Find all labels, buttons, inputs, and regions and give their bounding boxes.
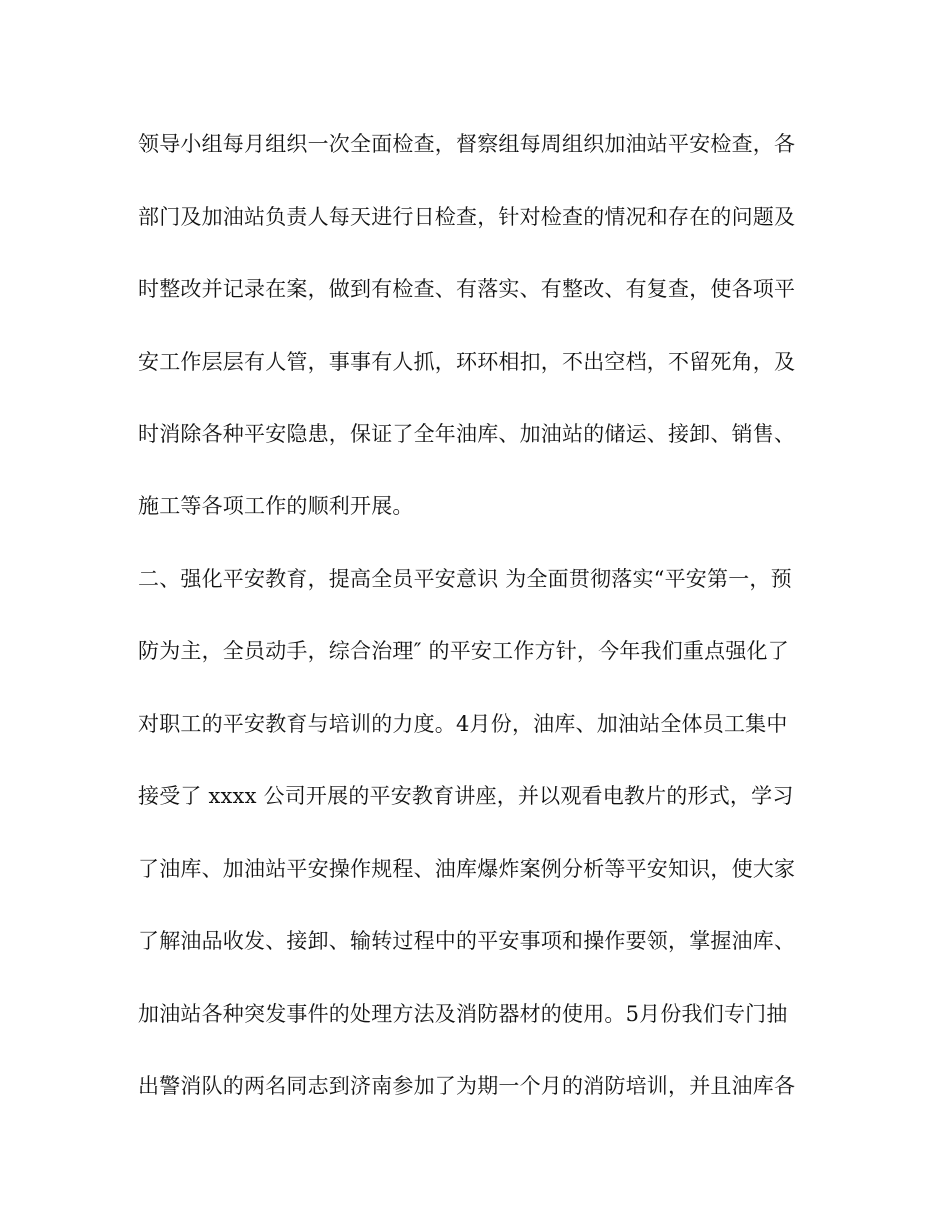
- text-line: 加油站各种突发事件的处理方法及消防器材的使用。5月份我们专门抽: [138, 1002, 788, 1026]
- text-line: 对职工的平安教育与培训的力度。4月份，油库、加油站全体员工集中: [138, 712, 788, 736]
- text-line: 时整改并记录在案，做到有检查、有落实、有整改、有复查，使各项平: [138, 277, 796, 301]
- text-line: 领导小组每月组织一次全面检查，督察组每周组织加油站平安检查，各: [138, 132, 796, 156]
- text-line: 接受了 xxxx 公司开展的平安教育讲座，并以观看电教片的形式，学习: [138, 784, 794, 808]
- section-heading-line: 二、强化平安教育，提高全员平安意识 为全面贯彻落实“平安第一，预: [138, 567, 792, 591]
- text-line: 部门及加油站负责人每天进行日检查，针对检查的情况和存在的问题及: [138, 205, 796, 229]
- text-line: 出警消队的两名同志到济南参加了为期一个月的消防培训，并且油库各: [138, 1074, 796, 1098]
- text-line: 安工作层层有人管，事事有人抓，环环相扣，不出空档，不留死角，及: [138, 350, 796, 374]
- text-line: 了解油品收发、接卸、输转过程中的平安事项和操作要领，掌握油库、: [138, 929, 796, 953]
- text-line: 防为主，全员动手，综合治理″ 的平安工作方针，今年我们重点强化了: [138, 639, 789, 663]
- text-line: 时消除各种平安隐患，保证了全年油库、加油站的储运、接卸、销售、: [138, 422, 796, 446]
- text-line: 施工等各项工作的顺利开展。: [138, 494, 414, 518]
- text-line: 了油库、加油站平安操作规程、油库爆炸案例分析等平安知识，使大家: [138, 857, 796, 881]
